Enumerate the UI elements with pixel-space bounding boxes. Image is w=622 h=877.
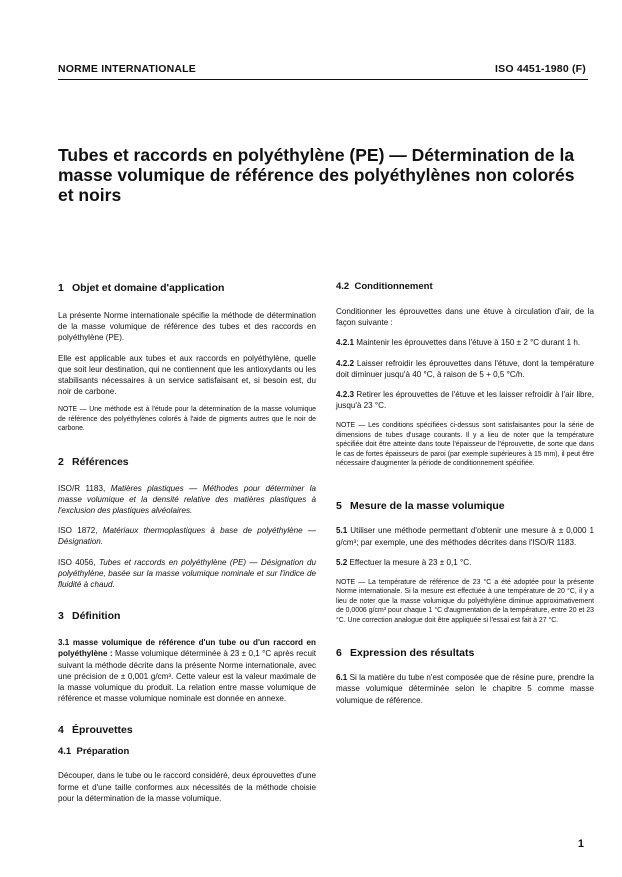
section-number: 4 [58,724,64,737]
section-heading: Objet et domaine d'application [72,282,225,294]
reference-item: ISO 4056, Tubes et raccords en polyéthylène (PE) — Désignation du polyéthylène, basée sur la masse volumique nominale et sur l'indice de fluidité à chaud. [58,557,316,590]
subsection-heading: 4.1 Préparation [58,746,130,758]
section-3 [58,610,316,704]
header-iso-number: ISO 4451-1980 (F) [495,63,586,75]
subsection-heading: 4.2 Conditionnement [336,281,433,292]
note: NOTE — La température de référence de 23 °C a été adoptée pour la présente Norme internationale. Si la mesure est effectuée à une température de 20 °C, il y a lieu de noter que la masse volumique du polyéthylène diminue approximativement de 0,0006 g/cm³ pour chaque 1 °C d'augmentation de la température, entre 20 et 23 °C. Une correction analogue doit être appliquée si l'essai est fait à 27 °C. [336,579,594,624]
section-heading: Mesure de la masse volumique [350,500,505,513]
defined-term: masse volumique de référence d'un tube ou d'un raccord en polyéthylène : [58,638,316,659]
page-number: 1 [577,838,584,850]
section-6 [336,647,594,706]
section-1 [58,282,316,434]
document-title: Tubes et raccords en polyéthylène (PE) — Détermination de la masse volumique de référence des polyéthylènes non colorés et noirs [58,145,575,205]
section-number: 2 [58,455,64,468]
list-item: 5.1 Utiliser une méthode permettant d'obtenir une mesure à ± 0,000 1 g/cm³; par exemple, une des méthodes décrites dans l'ISO/R 1183. [336,526,594,547]
section-number: 1 [58,282,64,294]
note: NOTE — Une méthode est à l'étude pour la détermination de la masse volumique de référence des polyéthylènes colorés à l'aide de pigments autres que le noir de carbone. [58,406,316,433]
section-4-2 [336,281,594,468]
paragraph: La présente Norme internationale spécifie la méthode de détermination de la masse volumique de référence des tubes et des raccords en polyéthylène (PE). [58,311,316,343]
header-standard-type: NORME INTERNATIONALE [58,63,196,75]
header-rule [58,79,588,80]
definition: 3.1 masse volumique de référence d'un tube ou d'un raccord en polyéthylène : Masse volumique déterminée à 23 ± 0,1 °C après recuit suivant la méthode décrite dans la présente Norme internationale, avec une précision de ± 0,001 g/cm³. Cette valeur est la valeur maximale de la masse volumique du produit. La relation entre masse volumique de référence et masse volumique nominale est donnée en annexe. [58,638,316,704]
left-column [58,282,316,804]
list-item: 4.2.1 Maintenir les éprouvettes dans l'étuve à 150 ± 2 °C durant 1 h. [336,338,581,348]
section-number: 6 [336,647,342,660]
section-5 [336,500,594,625]
note: NOTE — Les conditions spécifiées ci-dessus sont satisfaisantes pour la série de dimensions de tubes d'usage courants. Il y a lieu de noter que la température spécifiée doit être atteinte dans toute l'épaisseur de l'éprouvette, de sorte que dans le cas de fortes épaisseurs de paroi (par exemple supérieures à 15 mm), il peut être nécessaire d'augmenter la période de conditionnement spécifiée. [336,422,594,468]
right-column [336,281,594,706]
section-heading: Définition [72,610,121,623]
section-2 [58,456,316,591]
section-heading: Éprouvettes [72,724,133,737]
list-item: 5.2 Effectuer la mesure à 23 ± 0,1 °C. [336,557,472,567]
list-item: 4.2.3 Retirer les éprouvettes de l'étuve et les laisser refroidir à l'air libre, jusqu'à 23 °C. [336,390,594,411]
reference-item: ISO/R 1183, Matières plastiques — Méthodes pour déterminer la masse volumique et la densité relative des matières plastiques à l'exclusion des plastiques alvéolaires. [58,483,316,516]
reference-item: ISO 1872, Matériaux thermoplastiques à base de polyéthylène — Désignation. [58,526,317,547]
section-4 [58,724,316,804]
section-heading: Références [72,455,129,468]
paragraph: Elle est applicable aux tubes et aux raccords en polyéthylène, quelle que soit leur destination, qui ne contiennent que les antioxydants ou les stabilisants nécessaires à un service satisfaisant et, si besoin est, du noir de carbone. [58,353,316,397]
list-item: 4.2.2 Laisser refroidir les éprouvettes dans l'étuve, dont la température doit diminuer jusqu'à 40 °C, à raison de 5 + 0,5 °C/h. [336,358,595,379]
section-heading: Expression des résultats [350,647,475,660]
section-number: 5 [336,500,342,513]
paragraph: Conditionner les éprouvettes dans une étuve à circulation d'air, de la façon suivante : [336,307,594,328]
paragraph: Découper, dans le tube ou le raccord considéré, deux éprouvettes d'une forme et d'une taille conformes aux nécessités de la méthode choisie pour la détermination de la masse volumique. [58,771,317,803]
section-number: 3 [58,610,64,623]
list-item: 6.1 Si la matière du tube n'est composée que de résine pure, prendre la masse volumique déterminée selon le chapitre 5 comme masse volumique de référence. [336,673,595,705]
